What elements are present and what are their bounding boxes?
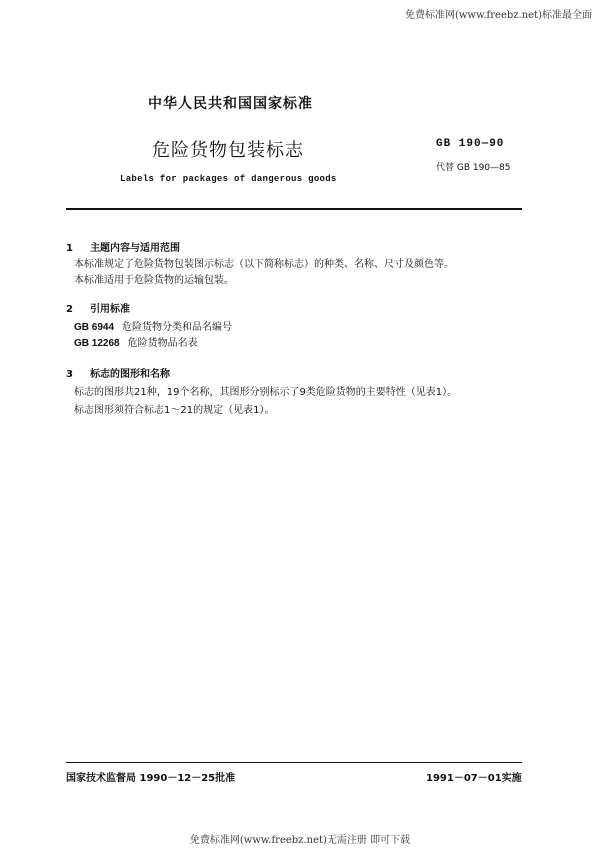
section-number: 3: [66, 369, 73, 380]
section-1-paragraph: 本标准规定了危险货物包装图示标志（以下简称标志）的种类、名称、尺寸及颜色等。: [74, 259, 454, 270]
header-divider: [66, 208, 522, 210]
section-title: 引用标准: [90, 304, 131, 315]
replaces-note: 代替 GB 190—85: [436, 163, 511, 173]
bottom-watermark: 免费标准网(www.freebz.net)无需注册 即可下载: [189, 835, 411, 846]
reference-item: [74, 336, 198, 352]
footer-divider: [66, 762, 522, 763]
reference-code: GB 12268: [74, 338, 120, 349]
reference-item: [74, 320, 232, 336]
document-title: 危险货物包装标志: [152, 140, 304, 161]
reference-code: GB 6944: [74, 322, 115, 333]
top-watermark: 免费标准网(www.freebz.net)标准最全面: [404, 10, 592, 21]
section-1-paragraph: 本标准适用于危险货物的运输包装。: [74, 275, 234, 286]
english-subtitle: Labels for packages of dangerous goods: [120, 174, 337, 184]
approval-note: 国家技术监督局 1990－12－25批准: [66, 773, 236, 784]
section-title: 标志的图形和名称: [90, 369, 171, 380]
section-title: 主题内容与适用范围: [90, 243, 181, 254]
section-2-heading: [66, 297, 130, 316]
reference-name: 危险货物品名表: [127, 338, 198, 349]
reference-name: 危险货物分类和品名编号: [122, 322, 233, 333]
section-3-heading: [66, 362, 170, 381]
implementation-date: 1991－07－01实施: [426, 773, 522, 784]
section-number: 1: [66, 243, 73, 254]
country-standard-heading: 中华人民共和国国家标准: [148, 96, 313, 112]
section-3-paragraph: 标志图形须符合标志1～21的规定（见表1）。: [74, 405, 275, 416]
section-3-paragraph: 标志的图形共21种，19个名称，其图形分别标示了9类危险货物的主要特性（见表1）。: [74, 387, 458, 398]
section-1-heading: [66, 236, 180, 255]
section-number: 2: [66, 304, 73, 315]
standard-code: GB 190—90: [436, 138, 505, 150]
